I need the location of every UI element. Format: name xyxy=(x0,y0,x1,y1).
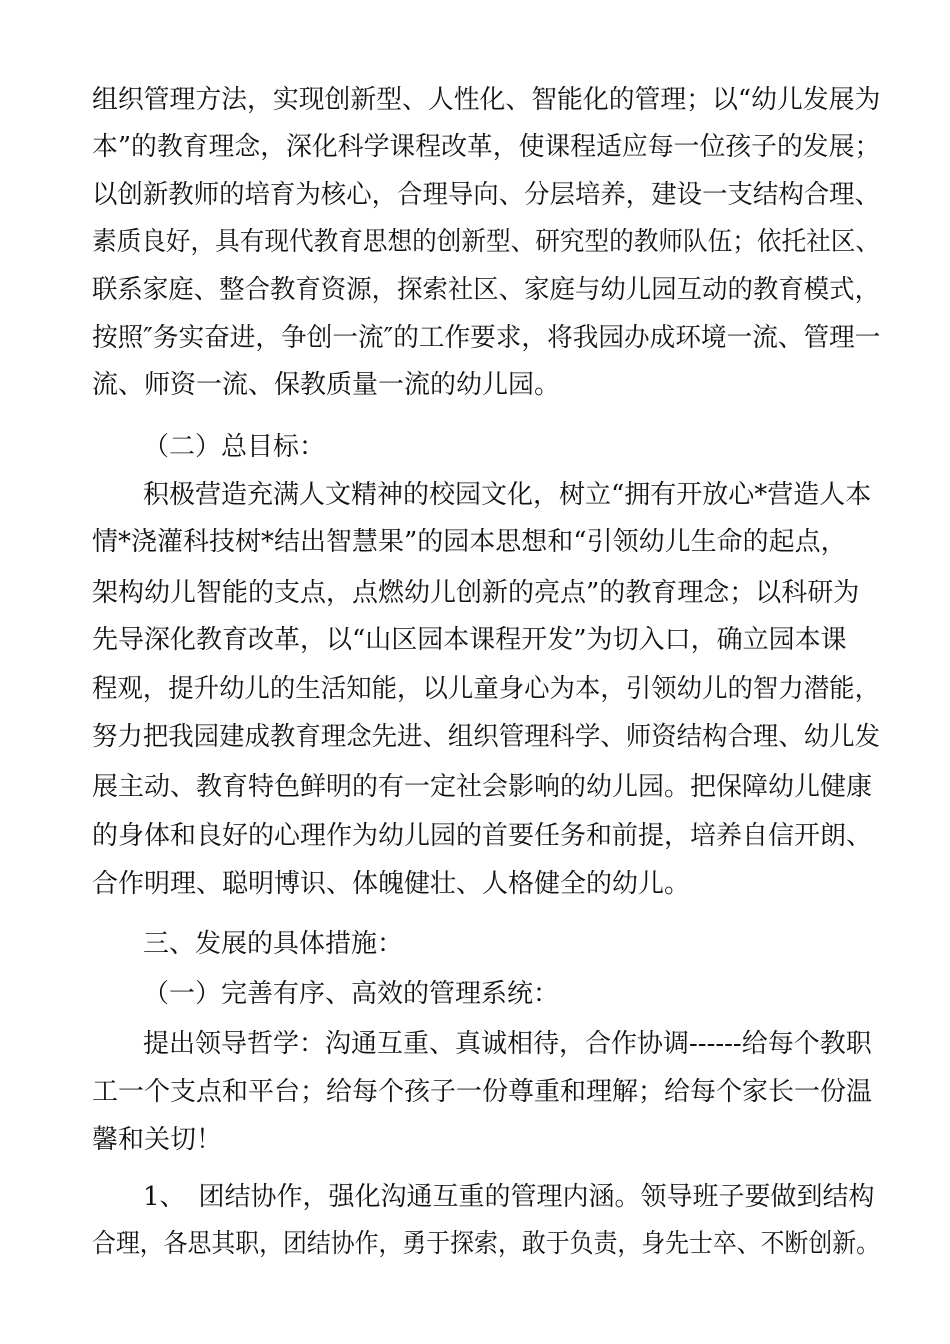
text-line: 展主动、教育特色鲜明的有一定社会影响的幼儿园。把保障幼儿健康 xyxy=(92,772,873,802)
text-line: 按照″务实奋进，争创一流″的工作要求，将我园办成环境一流、管理一 xyxy=(92,323,881,353)
text-line: 素质良好，具有现代教育思想的创新型、研究型的教师队伍；依托社区、 xyxy=(92,227,881,257)
text-line: 架构幼儿智能的支点，点燃幼儿创新的亮点”的教育理念；以科研为 xyxy=(92,578,860,608)
text-line: 积极营造充满人文精神的校园文化，树立“拥有开放心*营造人本 xyxy=(143,480,872,510)
text-line: 联系家庭、整合教育资源，探索社区、家庭与幼儿园互动的教育模式， xyxy=(92,275,881,305)
section-heading: 三、发展的具体措施： xyxy=(143,929,404,959)
section-heading: （一）完善有序、高效的管理系统： xyxy=(143,979,560,1009)
text-line: 1、 团结协作，强化沟通互重的管理内涵。领导班子要做到结构 xyxy=(143,1182,875,1212)
text-line: 努力把我园建成教育理念先进、组织管理科学、师资结构合理、幼儿发 xyxy=(92,722,881,752)
text-line: 的身体和良好的心理作为幼儿园的首要任务和前提，培养自信开朗、 xyxy=(92,821,873,851)
text-line: 先导深化教育改革，以“山区园本课程开发”为切入口，确立园本课 xyxy=(92,625,847,655)
text-line: 组织管理方法，实现创新型、人性化、智能化的管理；以“幼儿发展为 xyxy=(92,85,881,115)
text-line: 本”的教育理念，深化科学课程改革，使课程适应每一位孩子的发展； xyxy=(92,132,881,162)
text-line: 提出领导哲学：沟通互重、真诚相待，合作协调------给每个教职 xyxy=(143,1029,872,1059)
text-line: 馨和关切！ xyxy=(92,1125,223,1155)
text-line: 合作明理、聪明博识、体魄健壮、人格健全的幼儿。 xyxy=(92,869,691,899)
text-line: 情*浇灌科技树*结出智慧果”的园本思想和“引领幼儿生命的起点， xyxy=(92,527,847,557)
text-line: 工一个支点和平台；给每个孩子一份尊重和理解；给每个家长一份温 xyxy=(92,1077,873,1107)
text-line: 以创新教师的培育为核心，合理导向、分层培养，建设一支结构合理、 xyxy=(92,180,881,210)
text-line: 流、师资一流、保教质量一流的幼儿园。 xyxy=(92,370,561,400)
section-heading: （二）总目标： xyxy=(143,432,326,462)
text-line: 程观，提升幼儿的生活知能，以儿童身心为本，引领幼儿的智力潜能， xyxy=(92,674,881,704)
text-line: 合理，各思其职，团结协作，勇于探索，敢于负责，身先士卒、不断创新。 xyxy=(92,1229,881,1259)
